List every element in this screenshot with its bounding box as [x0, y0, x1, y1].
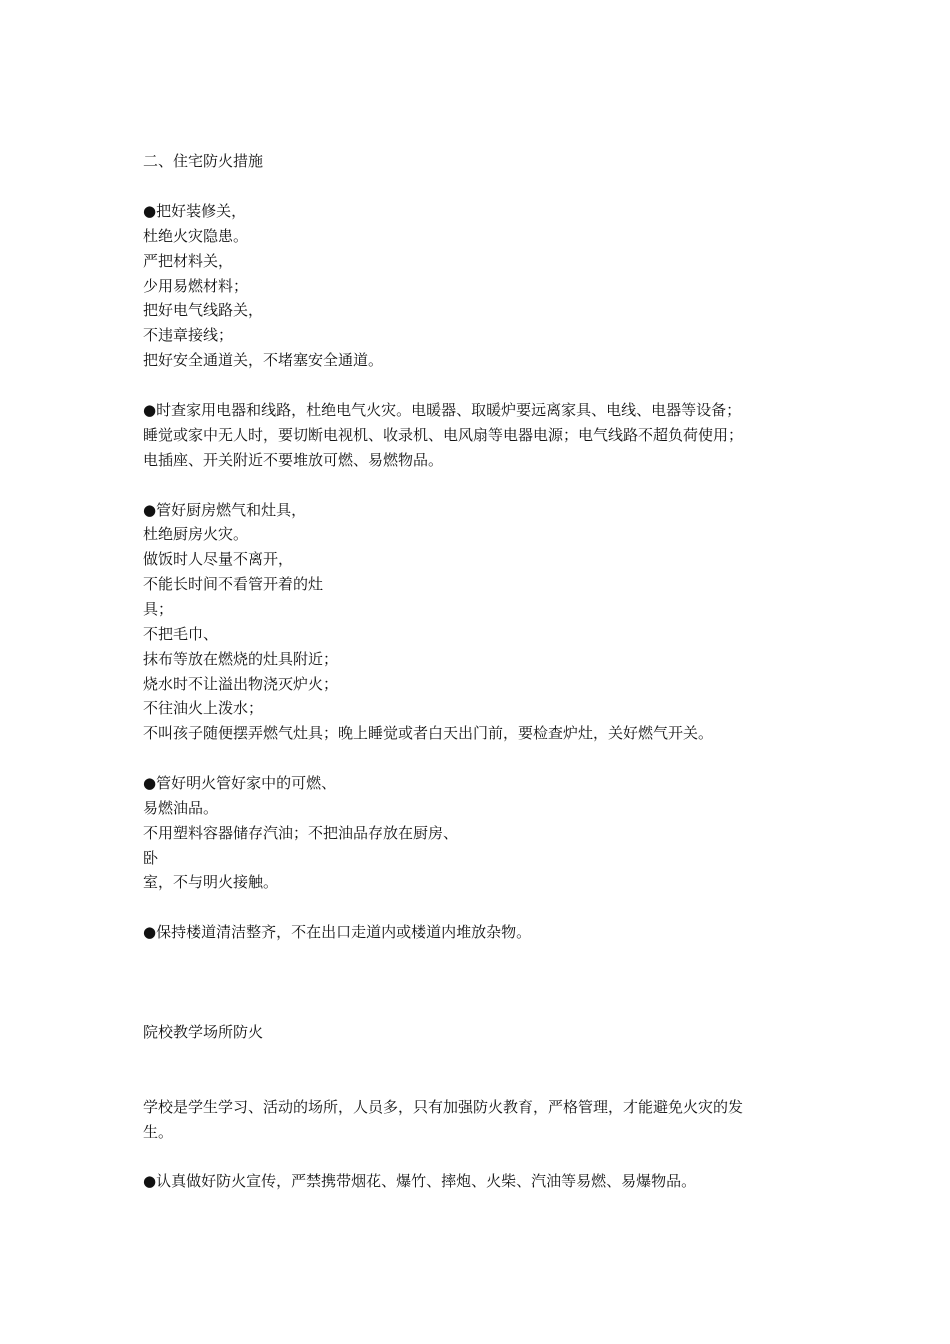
- section-title: 二、住宅防火措施: [143, 152, 264, 170]
- paragraph-line: 不往油火上泼水；: [143, 699, 264, 717]
- paragraph-line: 抹布等放在燃烧的灶具附近；: [143, 650, 339, 668]
- paragraph-line: ●认真做好防火宣传，严禁携带烟花、爆竹、摔炮、火柴、汽油等易燃、易爆物品。: [143, 1172, 697, 1190]
- paragraph-line: 不叫孩子随便摆弄燃气灶具；晚上睡觉或者白天出门前，要检查炉灶，关好燃气开关。: [143, 724, 714, 742]
- paragraph-line: 睡觉或家中无人时，要切断电视机、收录机、电风扇等电器电源；电气线路不超负荷使用；: [143, 426, 744, 444]
- paragraph-line: 杜绝火灾隐患。: [143, 227, 249, 245]
- paragraph-line: 易燃油品。: [143, 799, 219, 817]
- paragraph-line: 具；: [143, 600, 174, 618]
- paragraph-line: 把好电气线路关，: [143, 301, 264, 319]
- paragraph-line: ●管好厨房燃气和灶具，: [143, 501, 307, 519]
- paragraph-line: 电插座、开关附近不要堆放可燃、易燃物品。: [143, 451, 444, 469]
- paragraph-line: 不用塑料容器储存汽油；不把油品存放在厨房、: [143, 824, 459, 842]
- paragraph-line: 少用易燃材料；: [143, 277, 249, 295]
- paragraph-line: 烧水时不让溢出物浇灭炉火；: [143, 675, 339, 693]
- paragraph-line: ●把好装修关，: [143, 202, 247, 220]
- paragraph-line: 学校是学生学习、活动的场所，人员多，只有加强防火教育，严格管理，才能避免火灾的发: [143, 1098, 744, 1116]
- paragraph-line: 卧: [143, 849, 159, 867]
- paragraph-line: 生。: [143, 1123, 174, 1141]
- paragraph-line: ●保持楼道清洁整齐，不在出口走道内或楼道内堆放杂物。: [143, 923, 532, 941]
- paragraph-line: 杜绝厨房火灾。: [143, 525, 249, 543]
- paragraph-line: 做饭时人尽量不离开，: [143, 550, 294, 568]
- paragraph-line: ●管好明火管好家中的可燃、: [143, 774, 337, 792]
- paragraph-line: 不把毛巾、: [143, 625, 219, 643]
- school-section-title: 院校教学场所防火: [143, 1023, 264, 1041]
- paragraph-line: 不能长时间不看管开着的灶: [143, 575, 324, 593]
- paragraph-line: 严把材料关，: [143, 252, 234, 270]
- paragraph-line: 室，不与明火接触。: [143, 873, 279, 891]
- paragraph-line: ●时查家用电器和线路，杜绝电气火灾。电暖器、取暖炉要远离家具、电线、电器等设备；: [143, 401, 742, 419]
- paragraph-line: 不违章接线；: [143, 326, 234, 344]
- paragraph-line: 把好安全通道关，不堵塞安全通道。: [143, 351, 384, 369]
